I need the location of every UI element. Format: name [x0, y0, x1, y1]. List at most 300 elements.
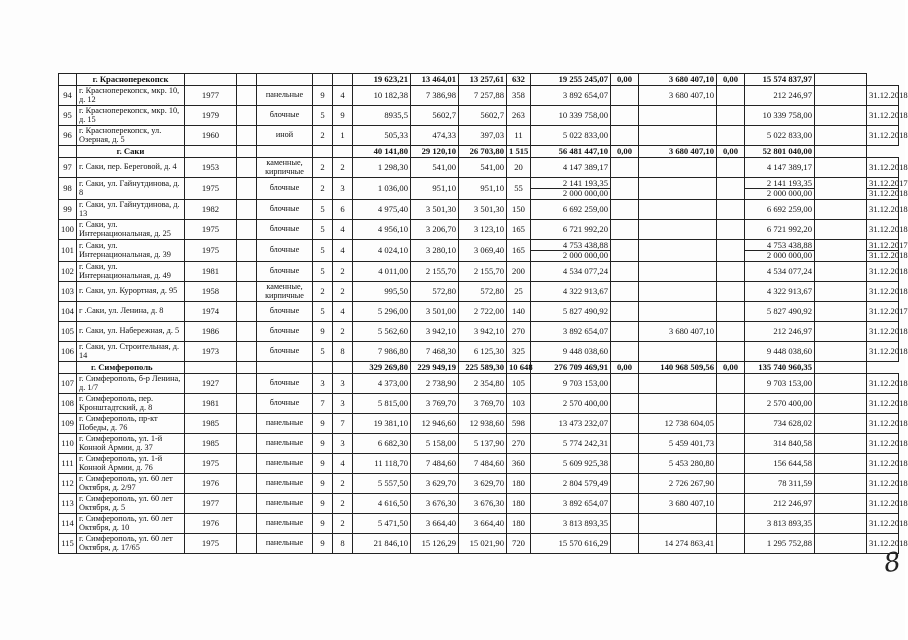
row-total-area: 21 846,10: [353, 534, 411, 554]
row-address: г. Симферополь, пер. Кронштадтский, д. 8: [77, 394, 185, 414]
row-date-line: 31.12.2017: [869, 240, 908, 251]
row-area-b: 3 676,30: [459, 494, 507, 514]
row-total-area: 5 815,00: [353, 394, 411, 414]
row-entrances: 2: [333, 282, 353, 302]
row-blank: [815, 342, 867, 362]
row-blank: [237, 302, 257, 322]
row-date-line: 31.12.2018: [869, 224, 908, 235]
row-blank: [237, 220, 257, 240]
row-own-line: 2 000 000,00: [766, 250, 812, 260]
group-header-row: [59, 74, 899, 86]
row-area-a: 3 206,70: [411, 220, 459, 240]
row-total-area: 4 373,00: [353, 374, 411, 394]
row-total-area: 1 036,00: [353, 178, 411, 200]
row-cost: [531, 106, 611, 126]
row-own-line: 212 246,97: [773, 90, 812, 101]
row-residents: 165: [507, 220, 531, 240]
row-local: [717, 126, 745, 146]
row-local: [717, 158, 745, 178]
row-cost: [531, 282, 611, 302]
row-own: [745, 434, 815, 454]
table-row: [59, 374, 899, 394]
row-regional: [639, 282, 717, 302]
row-date-line: 31.12.2018: [869, 286, 908, 297]
row-own: [745, 494, 815, 514]
row-regional: 5 459 401,73: [639, 434, 717, 454]
table-body: [59, 74, 908, 554]
row-residents: 105: [507, 374, 531, 394]
row-year: 1977: [185, 86, 237, 106]
row-floors: 2: [313, 126, 333, 146]
row-total-area: 4 975,40: [353, 200, 411, 220]
row-cost-line: 2 570 400,00: [562, 398, 608, 409]
row-floors: 9: [313, 434, 333, 454]
row-area-a: 2 738,90: [411, 374, 459, 394]
row-area-a: 3 769,70: [411, 394, 459, 414]
row-date-line: 31.12.2018: [869, 204, 908, 215]
row-own-line: 212 246,97: [773, 326, 812, 337]
row-number: 99: [59, 200, 77, 220]
row-own: [745, 282, 815, 302]
row-year: 1953: [185, 158, 237, 178]
row-area-a: 572,80: [411, 282, 459, 302]
row-date-line: 31.12.2018: [869, 90, 908, 101]
row-blank: [237, 342, 257, 362]
row-area-b: 7 257,88: [459, 86, 507, 106]
row-date: [867, 454, 908, 474]
table-row: [59, 262, 899, 282]
table-row: [59, 322, 899, 342]
row-regional: [639, 374, 717, 394]
group-total: 329 269,80: [353, 362, 411, 374]
group-total: 3 680 407,10: [639, 146, 717, 158]
group-blank: [333, 74, 353, 86]
group-total: 0,00: [611, 74, 639, 86]
row-date: [867, 302, 908, 322]
row-own: [745, 126, 815, 146]
row-floors: 5: [313, 240, 333, 262]
row-cost-line: 4 753 438,88: [531, 241, 610, 251]
row-area-b: 7 484,60: [459, 454, 507, 474]
row-number: 110: [59, 434, 77, 454]
row-residents: 325: [507, 342, 531, 362]
row-material: блочные: [257, 240, 313, 262]
row-year: 1975: [185, 240, 237, 262]
row-residents: 150: [507, 200, 531, 220]
row-year: 1981: [185, 262, 237, 282]
group-blank: [237, 74, 257, 86]
row-floors: 5: [313, 342, 333, 362]
row-area-b: 6 125,30: [459, 342, 507, 362]
row-blank: [815, 220, 867, 240]
row-regional: [639, 220, 717, 240]
row-blank: [815, 322, 867, 342]
row-entrances: 2: [333, 322, 353, 342]
row-area-a: 3 629,70: [411, 474, 459, 494]
row-regional: 2 726 267,90: [639, 474, 717, 494]
row-local: [717, 240, 745, 262]
row-number: 107: [59, 374, 77, 394]
row-regional: 3 680 407,10: [639, 494, 717, 514]
row-cost: [531, 158, 611, 178]
row-own: [745, 342, 815, 362]
row-fund: [611, 158, 639, 178]
row-area-a: 7 484,60: [411, 454, 459, 474]
row-total-area: 4 616,50: [353, 494, 411, 514]
row-area-a: 15 126,29: [411, 534, 459, 554]
row-address: г. Симферополь, ул. 60 лет Октября, д. 10: [77, 514, 185, 534]
row-blank: [815, 240, 867, 262]
row-regional: 5 453 280,80: [639, 454, 717, 474]
row-blank: [815, 414, 867, 434]
row-regional: [639, 342, 717, 362]
group-blank: [333, 146, 353, 158]
row-total-area: 7 986,80: [353, 342, 411, 362]
row-material: панельные: [257, 514, 313, 534]
table-row: [59, 494, 899, 514]
table-row: [59, 240, 899, 262]
row-area-a: 3 942,10: [411, 322, 459, 342]
row-own-line: 314 840,58: [773, 438, 812, 449]
row-local: [717, 534, 745, 554]
row-own-line: 78 311,59: [777, 478, 812, 489]
row-cost-line: 2 000 000,00: [562, 250, 608, 260]
housing-register-table: [58, 73, 908, 554]
group-total: 10 648: [507, 362, 531, 374]
row-fund: [611, 240, 639, 262]
row-year: 1960: [185, 126, 237, 146]
row-cost-line: 6 721 992,20: [562, 224, 608, 235]
row-own-line: 3 813 893,35: [766, 518, 812, 529]
row-material: панельные: [257, 434, 313, 454]
row-area-b: 15 021,90: [459, 534, 507, 554]
row-residents: 103: [507, 394, 531, 414]
row-regional: [639, 158, 717, 178]
group-total: 229 949,19: [411, 362, 459, 374]
row-own-line: 10 339 758,00: [762, 110, 812, 121]
row-date: [867, 106, 908, 126]
row-blank: [237, 178, 257, 200]
row-blank: [237, 374, 257, 394]
group-name: г. Симферополь: [77, 362, 185, 374]
row-residents: 720: [507, 534, 531, 554]
row-year: 1981: [185, 394, 237, 414]
row-cost-line: 3 892 654,07: [562, 326, 608, 337]
row-blank: [815, 106, 867, 126]
row-own: [745, 178, 815, 200]
row-fund: [611, 86, 639, 106]
row-entrances: 3: [333, 394, 353, 414]
row-residents: 598: [507, 414, 531, 434]
row-blank: [237, 494, 257, 514]
row-blank: [237, 262, 257, 282]
row-cost-line: 6 692 259,00: [562, 204, 608, 215]
row-number: 100: [59, 220, 77, 240]
row-floors: 2: [313, 178, 333, 200]
row-material: блочные: [257, 342, 313, 362]
row-entrances: 8: [333, 534, 353, 554]
row-own-line: 6 692 259,00: [766, 204, 812, 215]
row-floors: 2: [313, 282, 333, 302]
row-local: [717, 322, 745, 342]
row-blank: [815, 434, 867, 454]
row-residents: 11: [507, 126, 531, 146]
row-fund: [611, 534, 639, 554]
row-material: блочные: [257, 322, 313, 342]
row-area-b: 541,00: [459, 158, 507, 178]
row-total-area: 5 296,00: [353, 302, 411, 322]
row-local: [717, 302, 745, 322]
row-own: [745, 158, 815, 178]
row-own-line: 6 721 992,20: [766, 224, 812, 235]
row-own: [745, 200, 815, 220]
row-area-b: 3 664,40: [459, 514, 507, 534]
row-own: [745, 414, 815, 434]
row-blank: [237, 240, 257, 262]
row-cost: [531, 514, 611, 534]
row-cost: [531, 454, 611, 474]
table-row: [59, 200, 899, 220]
row-entrances: 2: [333, 158, 353, 178]
row-own: [745, 86, 815, 106]
row-address: г .Саки, ул. Ленина, д. 8: [77, 302, 185, 322]
row-local: [717, 282, 745, 302]
row-cost-line: 5 022 833,00: [562, 130, 608, 141]
row-number: 95: [59, 106, 77, 126]
row-cost-line: 4 322 913,67: [562, 286, 608, 297]
row-date: [867, 514, 908, 534]
row-area-a: 541,00: [411, 158, 459, 178]
table-row: [59, 414, 899, 434]
row-own-line: 4 534 077,24: [766, 266, 812, 277]
row-residents: 200: [507, 262, 531, 282]
row-area-b: 3 501,30: [459, 200, 507, 220]
row-number: 96: [59, 126, 77, 146]
row-material: блочные: [257, 200, 313, 220]
row-material: блочные: [257, 374, 313, 394]
row-year: 1974: [185, 302, 237, 322]
row-number: 94: [59, 86, 77, 106]
row-local: [717, 200, 745, 220]
row-local: [717, 262, 745, 282]
row-blank: [815, 454, 867, 474]
row-total-area: 5 557,50: [353, 474, 411, 494]
table-row: [59, 394, 899, 414]
row-date: [867, 474, 908, 494]
row-total-area: 5 562,60: [353, 322, 411, 342]
group-total: 19 255 245,07: [531, 74, 611, 86]
row-residents: 263: [507, 106, 531, 126]
row-local: [717, 414, 745, 434]
row-year: 1927: [185, 374, 237, 394]
row-material: иной: [257, 126, 313, 146]
row-blank: [237, 454, 257, 474]
row-blank: [237, 106, 257, 126]
row-local: [717, 374, 745, 394]
row-floors: 5: [313, 106, 333, 126]
row-cost-line: 9 448 038,60: [562, 346, 608, 357]
row-fund: [611, 262, 639, 282]
row-date: [867, 200, 908, 220]
row-local: [717, 494, 745, 514]
row-date-line: 31.12.2018: [869, 538, 908, 549]
group-total: 140 968 509,56: [639, 362, 717, 374]
row-cost: [531, 414, 611, 434]
row-fund: [611, 454, 639, 474]
row-fund: [611, 394, 639, 414]
row-blank: [815, 200, 867, 220]
row-fund: [611, 434, 639, 454]
row-entrances: 7: [333, 414, 353, 434]
table-row: [59, 106, 899, 126]
row-address: г. Симферополь, пр-кт Победы, д. 76: [77, 414, 185, 434]
row-address: г. Красноперекопск, ул. Озерная, д. 5: [77, 126, 185, 146]
row-regional: [639, 240, 717, 262]
group-blank: [815, 74, 867, 86]
row-address: г. Саки, ул. Гайнутдинова, д. 8: [77, 178, 185, 200]
row-address: г. Симферополь, ул. 60 лет Октября, д. 5: [77, 494, 185, 514]
row-fund: [611, 200, 639, 220]
row-number: 114: [59, 514, 77, 534]
group-blank: [815, 362, 867, 374]
row-blank: [815, 282, 867, 302]
row-floors: 9: [313, 534, 333, 554]
group-total: 0,00: [611, 146, 639, 158]
row-area-b: 397,03: [459, 126, 507, 146]
group-total: 40 141,80: [353, 146, 411, 158]
table-row: [59, 178, 899, 200]
row-area-b: 2 155,70: [459, 262, 507, 282]
row-area-a: 12 946,60: [411, 414, 459, 434]
row-address: г. Саки, ул. Строительная, д. 14: [77, 342, 185, 362]
group-blank: [59, 146, 77, 158]
row-date-line: 31.12.2018: [869, 418, 908, 429]
row-entrances: 4: [333, 240, 353, 262]
row-date-line: 31.12.2018: [869, 326, 908, 337]
row-cost: [531, 126, 611, 146]
row-date: [867, 342, 908, 362]
row-number: 108: [59, 394, 77, 414]
row-cost-line: 3 892 654,07: [562, 90, 608, 101]
row-own: [745, 454, 815, 474]
row-cost: [531, 240, 611, 262]
group-blank: [185, 362, 237, 374]
row-blank: [815, 394, 867, 414]
row-date: [867, 86, 908, 106]
row-cost-line: 4 534 077,24: [562, 266, 608, 277]
row-cost-line: 2 804 579,49: [562, 478, 608, 489]
row-address: г. Симферополь, ул. 1-й Конной Армии, д. 37: [77, 434, 185, 454]
row-year: 1958: [185, 282, 237, 302]
row-date: [867, 494, 908, 514]
row-date-line: 31.12.2018: [869, 110, 908, 121]
group-total: 276 709 469,91: [531, 362, 611, 374]
row-fund: [611, 220, 639, 240]
row-cost: [531, 220, 611, 240]
row-residents: 360: [507, 454, 531, 474]
row-floors: 9: [313, 322, 333, 342]
row-fund: [611, 178, 639, 200]
row-cost-line: 5 774 242,31: [562, 438, 608, 449]
row-date: [867, 374, 908, 394]
row-entrances: 4: [333, 454, 353, 474]
row-entrances: 3: [333, 434, 353, 454]
row-date-line: 31.12.2018: [869, 266, 908, 277]
row-total-area: 19 381,10: [353, 414, 411, 434]
row-fund: [611, 282, 639, 302]
row-area-b: 3 942,10: [459, 322, 507, 342]
row-residents: 165: [507, 240, 531, 262]
row-date-line: 31.12.2017: [869, 306, 908, 317]
row-blank: [237, 322, 257, 342]
group-total: 135 740 960,35: [745, 362, 815, 374]
row-entrances: 3: [333, 178, 353, 200]
row-area-b: 3 629,70: [459, 474, 507, 494]
row-cost-line: 13 473 232,07: [558, 418, 608, 429]
row-material: блочные: [257, 262, 313, 282]
row-floors: 5: [313, 302, 333, 322]
row-residents: 270: [507, 434, 531, 454]
row-material: блочные: [257, 106, 313, 126]
group-name: г. Красноперекопск: [77, 74, 185, 86]
table-row: [59, 282, 899, 302]
row-area-b: 3 069,40: [459, 240, 507, 262]
row-own: [745, 220, 815, 240]
row-total-area: 5 471,50: [353, 514, 411, 534]
row-year: 1975: [185, 220, 237, 240]
row-residents: 358: [507, 86, 531, 106]
row-date-line: 31.12.2018: [869, 398, 908, 409]
table-row: [59, 86, 899, 106]
table-row: [59, 534, 899, 554]
row-material: блочные: [257, 394, 313, 414]
row-area-a: 3 501,00: [411, 302, 459, 322]
table-row: [59, 474, 899, 494]
row-own-line: 5 827 490,92: [766, 306, 812, 317]
row-address: г. Красноперекопск, мкр. 10, д. 12: [77, 86, 185, 106]
row-year: 1977: [185, 494, 237, 514]
row-total-area: 10 182,38: [353, 86, 411, 106]
row-address: г. Саки, ул. Гайнутдинова, д. 13: [77, 200, 185, 220]
row-area-b: 5 137,90: [459, 434, 507, 454]
row-cost: [531, 322, 611, 342]
row-year: 1976: [185, 514, 237, 534]
row-total-area: 4 024,10: [353, 240, 411, 262]
row-year: 1985: [185, 414, 237, 434]
group-total: 1 515: [507, 146, 531, 158]
row-residents: 140: [507, 302, 531, 322]
row-number: 105: [59, 322, 77, 342]
row-entrances: 4: [333, 302, 353, 322]
row-blank: [237, 414, 257, 434]
row-date-line: 31.12.2018: [869, 378, 908, 389]
row-blank: [815, 302, 867, 322]
row-address: г. Красноперекопск, мкр. 10, д. 15: [77, 106, 185, 126]
row-cost-line: 3 813 893,35: [562, 518, 608, 529]
group-total: 0,00: [717, 362, 745, 374]
row-area-b: 2 722,00: [459, 302, 507, 322]
row-fund: [611, 514, 639, 534]
row-total-area: 995,50: [353, 282, 411, 302]
row-address: г. Саки, пер. Береговой, д. 4: [77, 158, 185, 178]
group-total: 29 120,10: [411, 146, 459, 158]
row-entrances: 6: [333, 200, 353, 220]
row-own: [745, 322, 815, 342]
group-total: 56 481 447,10: [531, 146, 611, 158]
row-residents: 20: [507, 158, 531, 178]
row-material: панельные: [257, 474, 313, 494]
row-date: [867, 178, 908, 200]
